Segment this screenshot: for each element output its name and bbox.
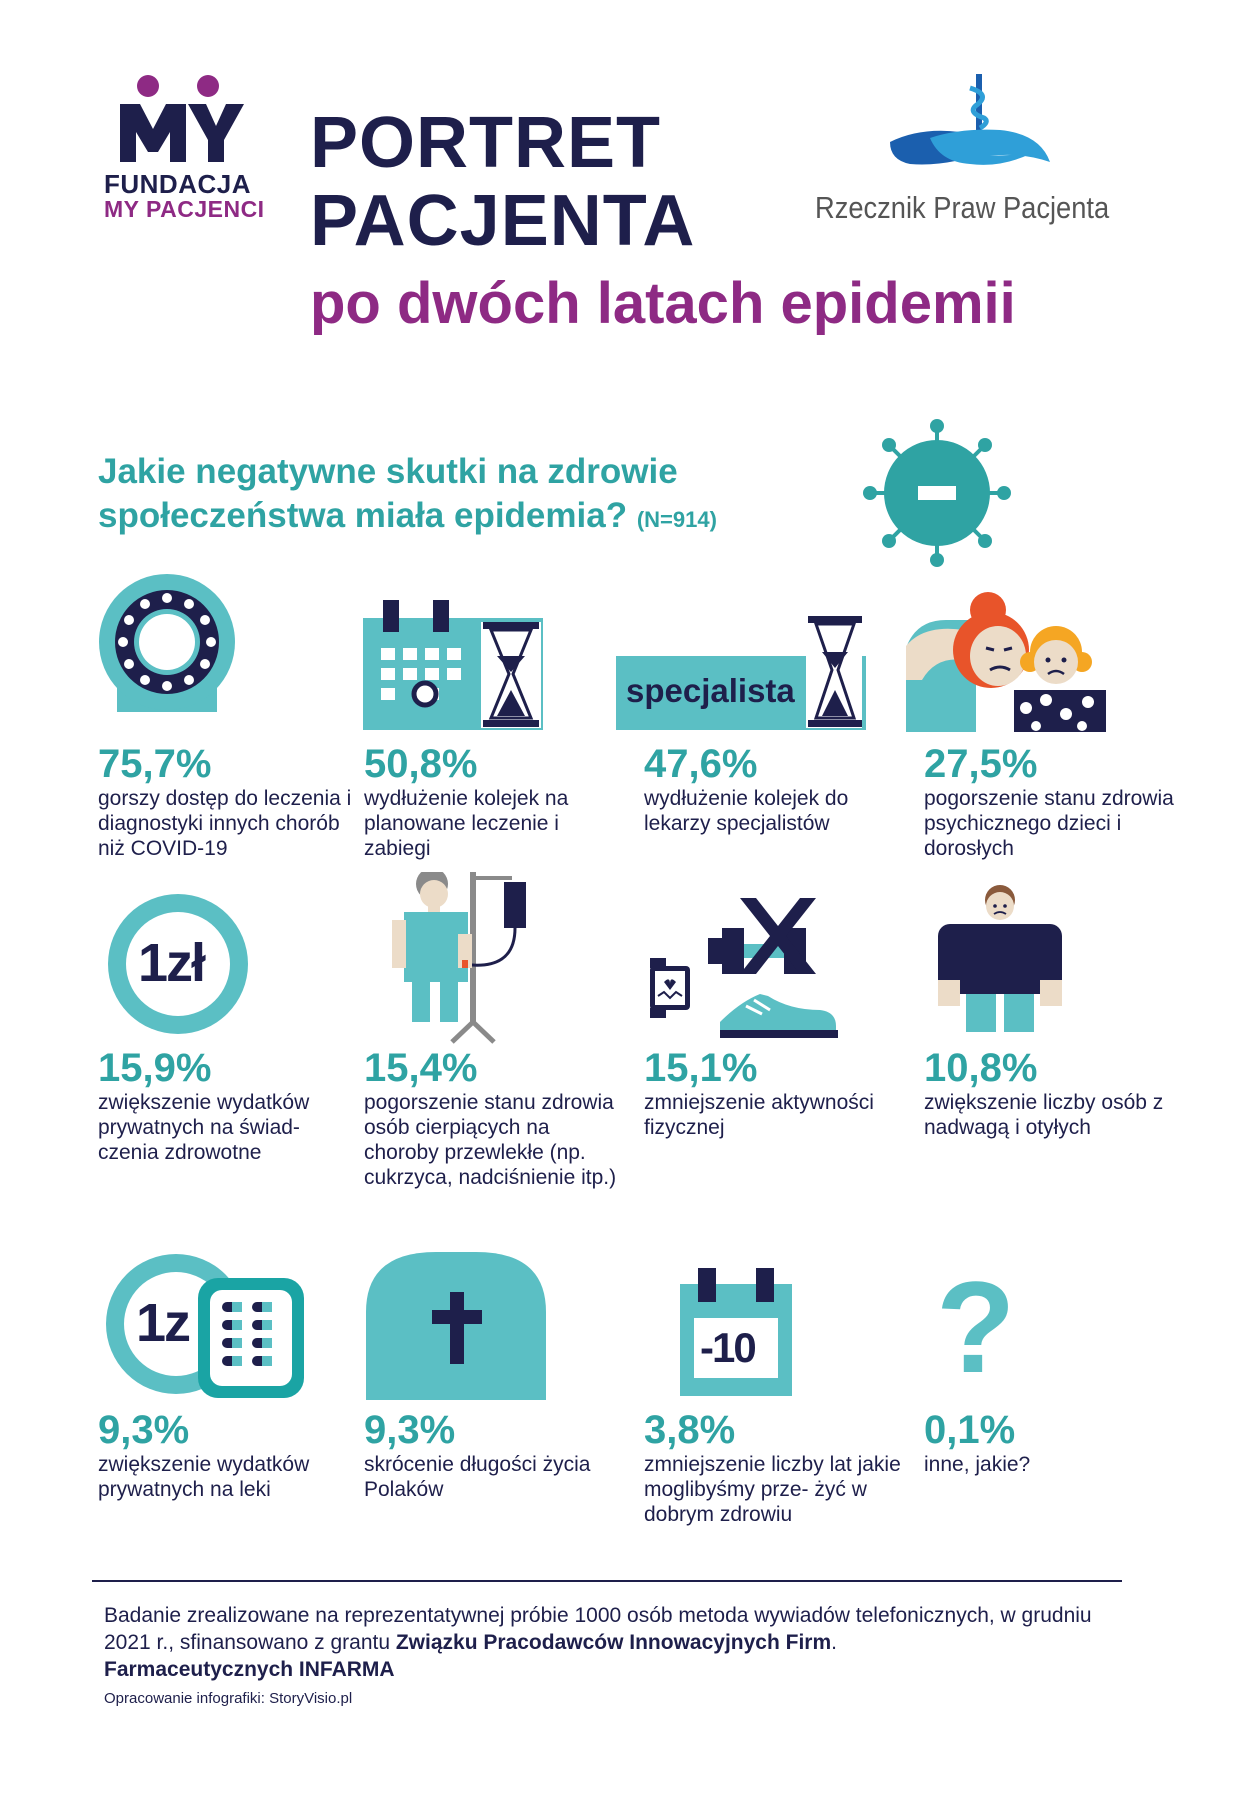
no-exercise-icon: [650, 898, 838, 1038]
specialist-label: specjalista: [626, 672, 795, 709]
stat-percent: 15,4%: [364, 1046, 478, 1090]
tombstone-icon: [366, 1252, 546, 1400]
overweight-person-icon: [938, 884, 1068, 1034]
my-foundation-logo: [104, 74, 278, 244]
stat-item-6: [364, 1046, 624, 1190]
footer-text-b: .: [831, 1631, 837, 1654]
footer-note: [104, 1602, 1104, 1683]
footer-bold-2: Farmaceutycznych INFARMA: [104, 1658, 395, 1681]
caduceus-hands-icon: [880, 72, 1050, 182]
calendar-hourglass-icon: [363, 600, 553, 732]
calendar-minus-icon: [680, 1268, 792, 1396]
stat-item-11: [644, 1408, 904, 1527]
stat-percent: 27,5%: [924, 742, 1038, 786]
question-mark-glyph: ?: [936, 1254, 1016, 1400]
patient-drip-icon: [392, 872, 552, 1044]
stat-description: zmniejszenie aktywności fizycznej: [644, 1091, 874, 1139]
stat-item-3: [644, 742, 904, 836]
footer-bold-1: Związku Pracodawców Innowacyjnych Firm: [395, 1631, 832, 1654]
stat-item-4: [924, 742, 1184, 861]
stat-item-9: [98, 1408, 358, 1502]
stat-description: wydłużenie kolejek do lekarzy specjalistów: [644, 787, 849, 835]
stat-item-8: [924, 1046, 1184, 1140]
foundation-name-line1: FUNDACJA: [104, 169, 251, 199]
stat-description: zmniejszenie liczby lat jakie moglibyśmy prze- żyć w dobrym zdrowiu: [644, 1453, 901, 1526]
stat-description: zwiększenie wydatków prywatnych na leki: [98, 1453, 310, 1501]
virus-minus-icon: [862, 418, 1012, 568]
stat-percent: 47,6%: [644, 742, 758, 786]
title-line1: PORTRET: [310, 103, 662, 183]
stat-percent: 75,7%: [98, 742, 212, 786]
stat-description: skrócenie długości życia Polaków: [364, 1453, 591, 1501]
page-title: [310, 104, 695, 260]
page-subtitle: po dwóch latach epidemii: [310, 271, 1016, 336]
question-line2: społeczeństwa miała epidemia?: [98, 496, 628, 535]
question-heading: [98, 450, 717, 542]
stat-item-12: [924, 1408, 1184, 1477]
my-logo-mark: [118, 74, 248, 169]
stat-percent: 15,1%: [644, 1046, 758, 1090]
question-mark-icon: [936, 1254, 1026, 1400]
coin-pills-label: 1z: [136, 1293, 190, 1353]
stat-description: inne, jakie?: [924, 1453, 1031, 1476]
stat-percent: 0,1%: [924, 1408, 1016, 1452]
mri-scanner-icon: [92, 574, 242, 724]
coin-icon: [106, 892, 250, 1036]
title-line2: PACJENTA: [310, 181, 696, 261]
stat-percent: 10,8%: [924, 1046, 1038, 1090]
stat-description: zwiększenie liczby osób z nadwagą i otyłych: [924, 1091, 1164, 1139]
sample-size: (N=914): [636, 507, 717, 532]
coin-pills-icon: [106, 1252, 306, 1400]
stat-description: pogorszenie stanu zdrowia psychicznego dzieci i dorosłych: [924, 787, 1174, 860]
footer-text-a: Badanie zrealizowane na reprezentatywnej próbie 1000 osób metoda wywiadów telefonicznych, w grudniu 2021 r., sfinansowano z grantu: [104, 1604, 1092, 1654]
stat-description: gorszy dostęp do leczenia i diagnostyki innych chorób niż COVID-19: [98, 787, 352, 860]
footer-divider: [92, 1580, 1122, 1582]
stat-item-1: [98, 742, 358, 861]
foundation-name-line2: MY PACJENCI: [104, 196, 265, 222]
stat-item-5: [98, 1046, 358, 1165]
stat-item-10: [364, 1408, 624, 1502]
stat-description: wydłużenie kolejek na planowane leczenie i zabiegi: [364, 787, 569, 860]
stat-description: zwiększenie wydatków prywatnych na świad- czenia zdrowotne: [98, 1091, 310, 1164]
rzecznik-text: Rzecznik Praw Pacjenta: [815, 190, 1110, 225]
infographic-credit: Opracowanie infografiki: StoryVisio.pl: [104, 1690, 353, 1707]
coin-label: 1zł: [138, 933, 205, 993]
question-line1: Jakie negatywne skutki na zdrowie: [98, 452, 678, 491]
specialist-hourglass-icon: [616, 612, 876, 732]
calendar-minus-label: -10: [700, 1324, 755, 1371]
sad-family-icon: [906, 590, 1106, 732]
stat-item-2: [364, 742, 624, 861]
rzecznik-logo: [815, 72, 1180, 242]
stat-percent: 9,3%: [98, 1408, 190, 1452]
stat-percent: 3,8%: [644, 1408, 736, 1452]
stat-percent: 50,8%: [364, 742, 478, 786]
stat-description: pogorszenie stanu zdrowia osób cierpiących na choroby przewlekłe (np. cukrzyca, nadciśnienie itp.): [364, 1091, 617, 1189]
stat-item-7: [644, 1046, 904, 1140]
stat-percent: 15,9%: [98, 1046, 212, 1090]
stat-percent: 9,3%: [364, 1408, 456, 1452]
